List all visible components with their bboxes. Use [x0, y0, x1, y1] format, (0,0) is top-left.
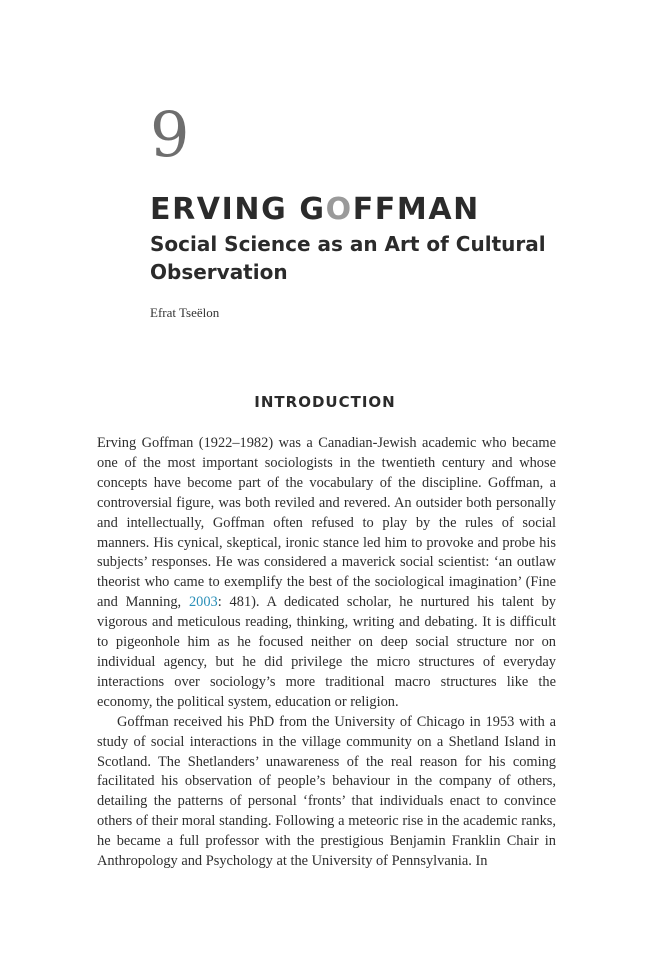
- chapter-title-part-2: FFMAN: [352, 192, 480, 227]
- author-name: Efrat Tseëlon: [150, 305, 220, 320]
- paragraph-2: Goffman received his PhD from the University of Chicago in 1953 with a study of social interactions in the village community on a Shetland Island in Scotland. The Shetlanders’ unawareness of the real reason for his coming facilitated his observation of people’s behaviour in the company of others, detailing the patterns of personal ‘fronts’ that individuals enact to convince others of their moral standing. Following a meteoric rise in the academic ranks, he became a full professor with the prestigious Benjamin Franklin Chair in Anthropology and Psychology at the University of Pennsylvania. In: [97, 713, 556, 870]
- body-text: [97, 434, 556, 872]
- chapter-number: 9: [150, 98, 190, 171]
- chapter-title: [150, 192, 480, 227]
- paragraph-1-text-a: Erving Goffman (1922–1982) was a Canadian-Jewish academic who became one of the most important sociologists in the twentieth century and whose concepts have become part of the vocabulary of the discipline. Goffman, a controversial figure, was both reviled and revered. An outsider both personally and intellectually, Goffman often refused to play by the rules of social manners. His cynical, skeptical, ironic stance led him to provoke and probe his subjects’ responses. He was considered a maverick social scientist: ‘an outlaw theorist who came to exemplify the best of the sociological imagination’ (Fine and Manning,: [97, 435, 556, 611]
- section-heading: INTRODUCTION: [254, 393, 396, 411]
- citation-link[interactable]: 2003: [188, 594, 218, 611]
- chapter-title-accent-letter: O: [325, 192, 353, 227]
- chapter-title-part-1: ERVING G: [150, 192, 326, 227]
- paragraph-1: [97, 434, 556, 713]
- chapter-subtitle: Social Science as an Art of Cultural Observation: [150, 232, 546, 284]
- paragraph-1-text-b: : 481). A dedicated scholar, he nurtured his talent by vigorous and meticulous reading, thinking, writing and debating. It is difficult to pigeonhole him as he focused neither on deep social structure nor on individual agency, but he did privilege the micro structures of everyday interactions over sociology’s more traditional macro structures like the economy, the political system, education or religion.: [97, 594, 556, 710]
